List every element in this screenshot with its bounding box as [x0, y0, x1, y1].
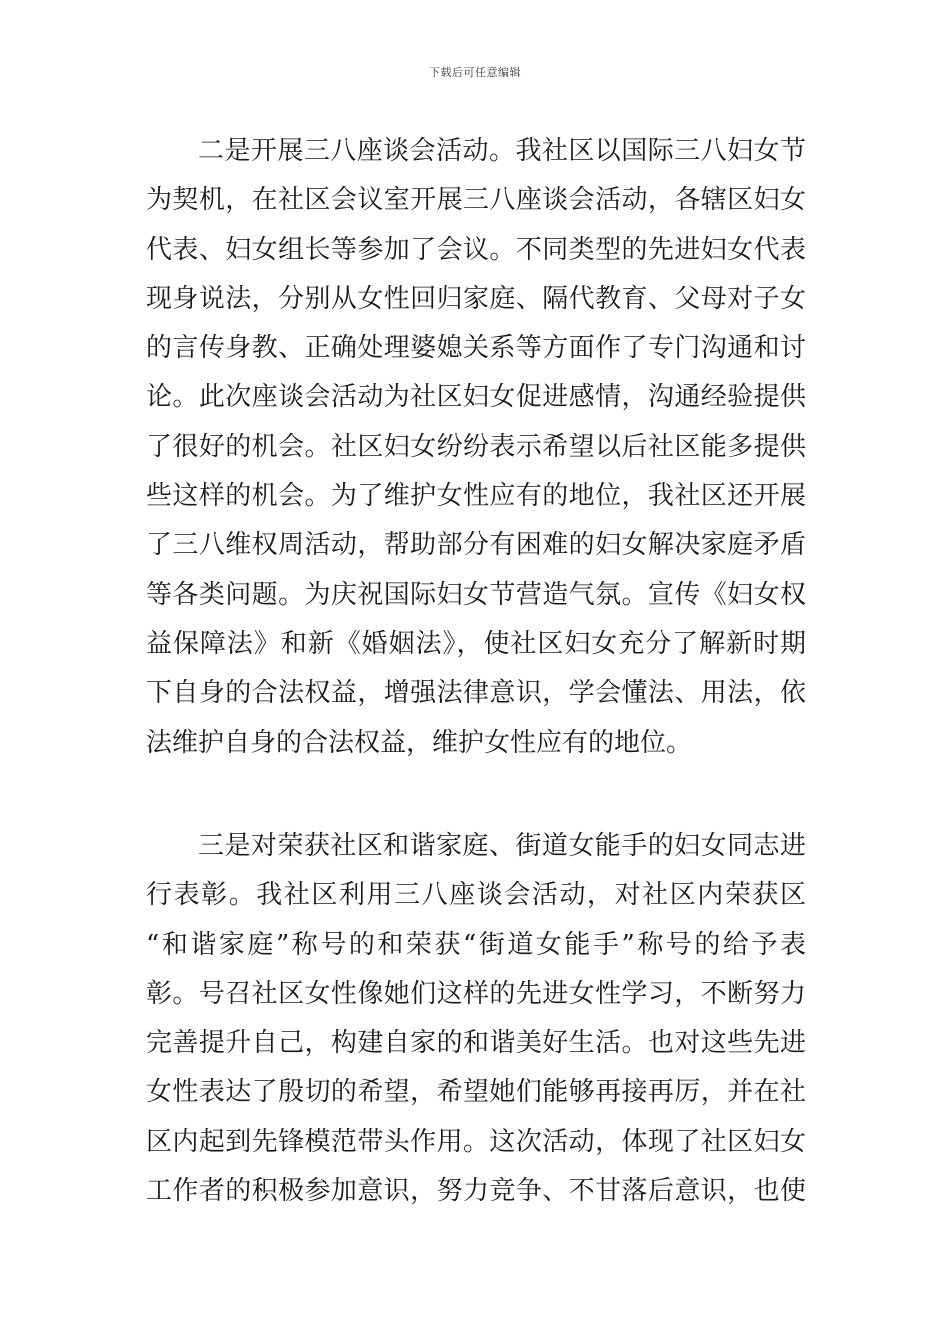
- paragraph-line: “和谐家庭”称号的和荣获“街道女能手”称号的给予表: [146, 929, 806, 960]
- paragraph-line: 法维护自身的合法权益，维护女性应有的地位。: [146, 727, 693, 758]
- paragraph-line: 等各类问题。为庆祝国际妇女节营造气氛。宣传《妇女权: [146, 579, 806, 610]
- paragraph-line: 了三八维权周活动，帮助部分有困难的妇女解决家庭矛盾: [146, 530, 806, 561]
- paragraph-line: 现身说法，分别从女性回归家庭、隔代教育、父母对子女: [146, 283, 806, 314]
- paragraph-2: [146, 822, 806, 1216]
- paragraph-line: 益保障法》和新《婚姻法》，使社区妇女充分了解新时期: [146, 628, 806, 659]
- paragraph-line: 行表彰。我社区利用三八座谈会活动，对社区内荣获区: [146, 880, 806, 911]
- paragraph-line: 女性表达了殷切的希望，希望她们能够再接再厉，并在社: [146, 1077, 806, 1108]
- paragraph-line: 彰。号召社区女性像她们这样的先进女性学习，不断努力: [146, 978, 806, 1009]
- paragraph-line: 完善提升自己，构建自家的和谐美好生活。也对这些先进: [146, 1028, 806, 1059]
- paragraph-line: 下自身的合法权益，增强法律意识，学会懂法、用法，依: [146, 678, 806, 709]
- paragraph-line: 论。此次座谈会活动为社区妇女促进感情，沟通经验提供: [146, 382, 806, 413]
- paragraph-line: 三是对荣获社区和谐家庭、街道女能手的妇女同志进: [198, 831, 806, 861]
- paragraph-line: 为契机，在社区会议室开展三八座谈会活动，各辖区妇女: [146, 185, 806, 216]
- paragraph-line: 工作者的积极参加意识，努力竞争、不甘落后意识，也使: [146, 1176, 806, 1207]
- paragraph-line: 的言传身教、正确处理婆媳关系等方面作了专门沟通和讨: [146, 333, 806, 364]
- paragraph-line: 些这样的机会。为了维护女性应有的地位，我社区还开展: [146, 481, 806, 512]
- page-header: 下载后可任意编辑: [429, 66, 521, 79]
- paragraph-line: 二是开展三八座谈会活动。我社区以国际三八妇女节: [198, 136, 806, 166]
- paragraph-line: 代表、妇女组长等参加了会议。不同类型的先进妇女代表: [146, 234, 806, 265]
- paragraph-line: 区内起到先锋模范带头作用。这次活动，体现了社区妇女: [146, 1126, 806, 1157]
- paragraph-line: 了很好的机会。社区妇女纷纷表示希望以后社区能多提供: [146, 431, 806, 462]
- paragraph-1: [146, 127, 806, 768]
